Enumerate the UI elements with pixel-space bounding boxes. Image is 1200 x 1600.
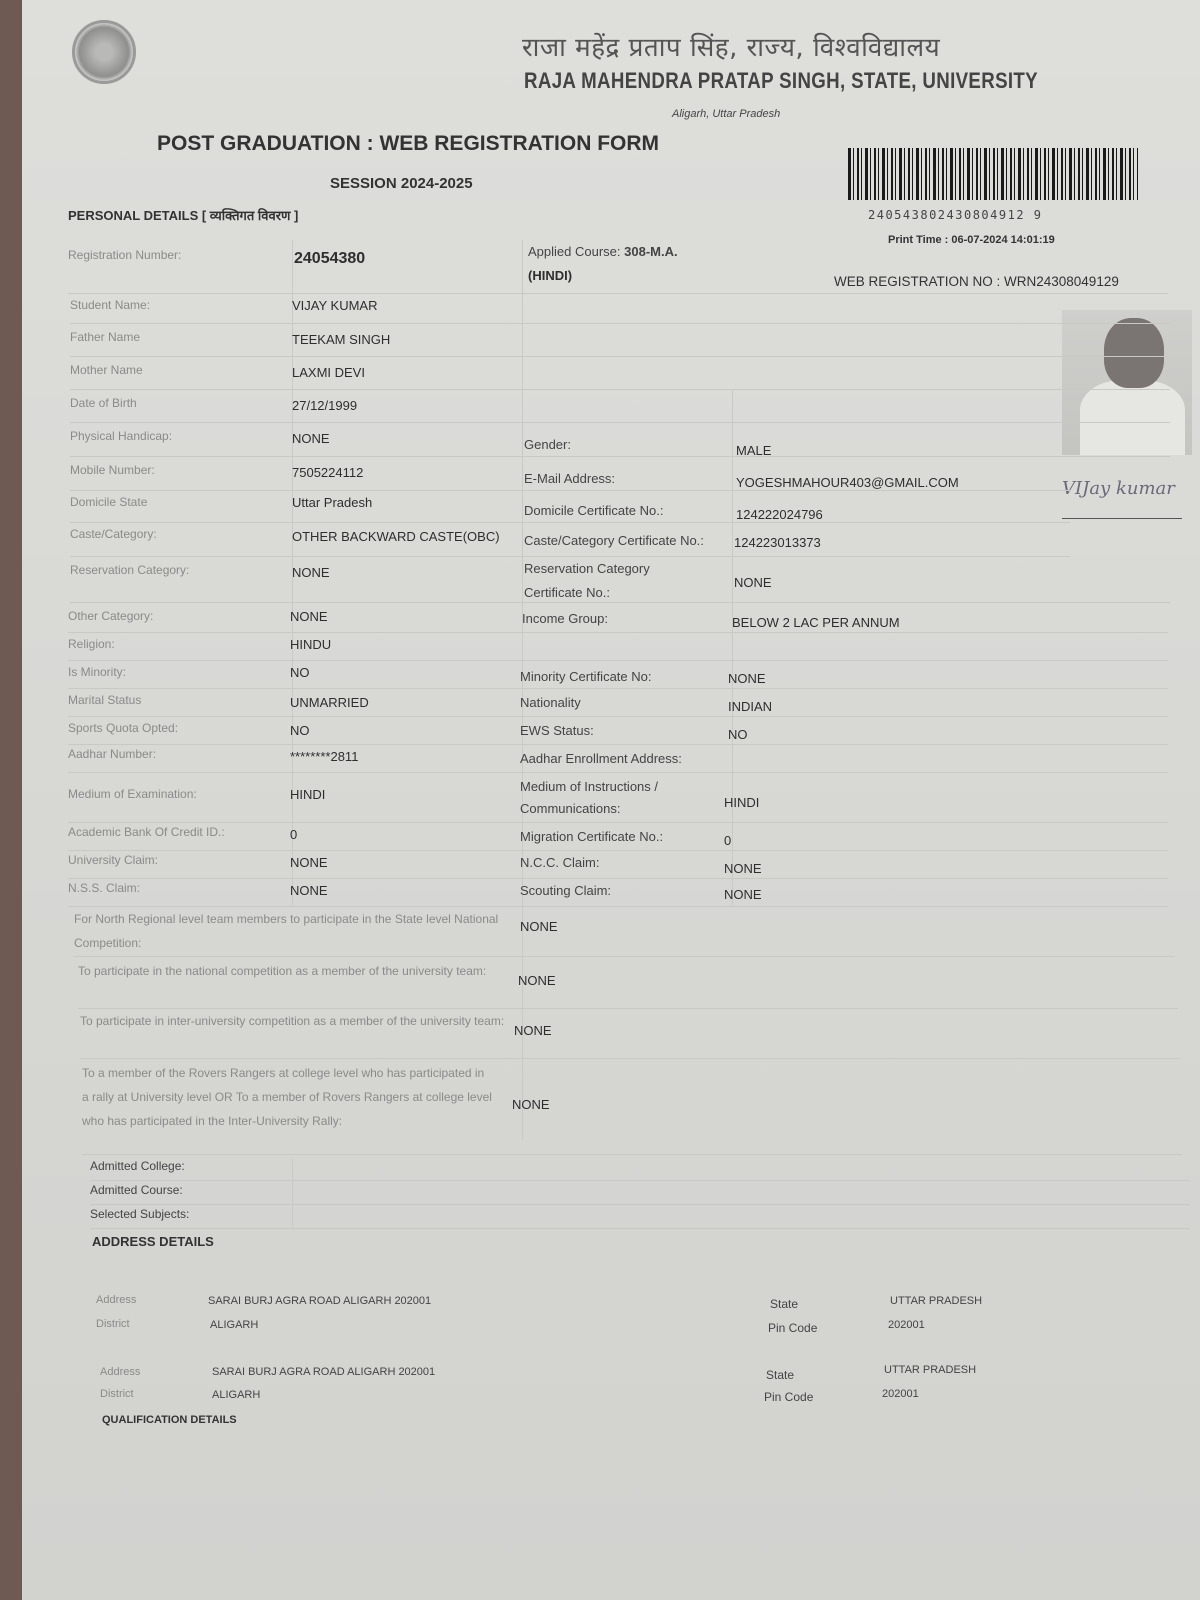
pin-code-value: 202001 — [882, 1388, 919, 1400]
caste-value: OTHER BACKWARD CASTE(OBC) — [292, 529, 500, 544]
rovers-rangers-label: To a member of the Rovers Rangers at college level who has participated in a rally at University level OR To a member of Rovers Rangers at college level who has participated in the Inter-University Rally: — [82, 1066, 492, 1128]
minority-value: NO — [290, 665, 310, 680]
gender-label: Gender: — [524, 437, 571, 452]
applied-course-value-2: (HINDI) — [528, 268, 573, 283]
form-title: POST GRADUATION : WEB REGISTRATION FORM — [157, 132, 660, 155]
income-group-value: BELOW 2 LAC PER ANNUM — [732, 615, 900, 630]
dob-label: Date of Birth — [70, 396, 137, 410]
district-label: District — [96, 1318, 130, 1330]
reservation-cert-label-2: Certificate No.: — [524, 585, 610, 600]
north-regional-label: For North Regional level team members to participate in the State level National Competition: — [74, 912, 499, 950]
migration-label: Migration Certificate No.: — [520, 829, 664, 844]
domicile-state-label: Domicile State — [70, 495, 148, 509]
university-location: Aligarh, Uttar Pradesh — [672, 108, 781, 120]
column-divider — [292, 1157, 293, 1229]
income-group-label: Income Group: — [522, 611, 608, 626]
session-label: SESSION 2024-2025 — [330, 175, 473, 192]
nss-value: NONE — [290, 883, 328, 898]
applied-course-label — [528, 244, 678, 259]
barcode-number: 240543802430804912 9 — [868, 208, 1043, 222]
registration-number-value: 24054380 — [294, 250, 366, 267]
university-name-english: RAJA MAHENDRA PRATAP SINGH, STATE, UNIVERSITY — [524, 68, 1039, 93]
mobile-value: 7505224112 — [292, 465, 364, 480]
north-regional-row — [74, 907, 1174, 957]
selected-subjects-label: Selected Subjects: — [90, 1207, 190, 1221]
father-name-label: Father Name — [70, 330, 141, 344]
minority-cert-label: Minority Certificate No: — [520, 669, 652, 684]
registration-row — [68, 244, 1168, 294]
caste-label: Caste/Category: — [70, 527, 157, 541]
domicile-state-value: Uttar Pradesh — [292, 495, 373, 510]
mobile-row — [70, 457, 1070, 491]
domicile-row — [70, 491, 1070, 523]
admitted-college-label: Admitted College: — [90, 1159, 185, 1173]
registration-form-paper — [22, 0, 1200, 1600]
father-name-value: TEEKAM SINGH — [292, 332, 391, 347]
abc-row — [68, 823, 1168, 851]
marital-row — [68, 689, 1168, 717]
email-value: YOGESHMAHOUR403@GMAIL.COM — [736, 475, 959, 490]
selected-subjects-row — [90, 1205, 1190, 1229]
other-category-value: NONE — [290, 609, 328, 624]
university-header — [22, 0, 1200, 120]
barcode-icon — [848, 148, 1138, 200]
medium-instructions-value: HINDI — [724, 795, 760, 810]
religion-value: HINDU — [290, 637, 332, 652]
sports-quota-label: Sports Quota Opted: — [68, 721, 179, 735]
rovers-rangers-value: NONE — [512, 1097, 550, 1112]
student-signature — [1062, 478, 1182, 526]
pin-code-label: Pin Code — [764, 1390, 814, 1404]
minority-row — [68, 661, 1168, 689]
abc-label: Academic Bank Of Credit ID.: — [68, 825, 225, 839]
state-value: UTTAR PRADESH — [890, 1295, 983, 1307]
father-name-row — [70, 324, 1170, 357]
other-category-label: Other Category: — [68, 609, 154, 623]
qualification-details-heading: QUALIFICATION DETAILS — [102, 1414, 237, 1426]
domicile-cert-label: Domicile Certificate No.: — [524, 503, 664, 518]
medium-row — [68, 773, 1168, 823]
caste-cert-label: Caste/Category Certificate No.: — [524, 533, 704, 548]
email-label: E-Mail Address: — [524, 471, 616, 486]
dob-row — [70, 390, 1170, 423]
marital-label: Marital Status — [68, 693, 142, 707]
district-value: ALIGARH — [212, 1389, 261, 1401]
rovers-rangers-row — [82, 1059, 1182, 1155]
scouting-value: NONE — [724, 887, 762, 902]
handicap-row — [70, 423, 1170, 457]
district-label: District — [100, 1388, 134, 1400]
admitted-course-label: Admitted Course: — [90, 1183, 183, 1197]
migration-value: 0 — [724, 833, 732, 848]
handicap-label: Physical Handicap: — [70, 429, 173, 443]
domicile-cert-value: 124222024796 — [736, 507, 823, 522]
aadhar-label: Aadhar Number: — [68, 747, 157, 761]
student-name-label: Student Name: — [70, 298, 151, 312]
medium-exam-value: HINDI — [290, 787, 326, 802]
mother-name-row — [70, 357, 1170, 390]
ncc-label: N.C.C. Claim: — [520, 855, 600, 870]
state-label: State — [766, 1368, 795, 1382]
national-competition-label: To participate in the national competition as a member of the university team: — [78, 964, 487, 978]
registration-number-label: Registration Number: — [68, 248, 182, 262]
reservation-cert-label-1: Reservation Category — [524, 561, 650, 576]
marital-value: UNMARRIED — [290, 695, 369, 710]
abc-value: 0 — [290, 827, 298, 842]
minority-label: Is Minority: — [68, 665, 127, 679]
address-value: SARAI BURJ AGRA ROAD ALIGARH 202001 — [208, 1295, 432, 1307]
caste-cert-value: 124223013373 — [734, 535, 821, 550]
state-label: State — [770, 1297, 799, 1311]
aadhar-value: ********2811 — [290, 749, 359, 764]
university-claim-label: University Claim: — [68, 853, 159, 867]
signature-text: VIJay kumar — [1062, 478, 1175, 499]
gender-value: MALE — [736, 443, 772, 458]
nationality-label: Nationality — [520, 695, 581, 710]
pin-code-label: Pin Code — [768, 1321, 818, 1335]
inter-university-row — [80, 1009, 1180, 1059]
applied-course-value: 308-M.A. — [624, 244, 678, 259]
mother-name-value: LAXMI DEVI — [292, 365, 365, 380]
nationality-value: INDIAN — [728, 699, 773, 714]
pin-code-value: 202001 — [888, 1319, 925, 1331]
student-name-value: VIJAY KUMAR — [292, 298, 378, 313]
national-competition-value: NONE — [518, 973, 556, 988]
reservation-cert-value: NONE — [734, 575, 772, 590]
religion-label: Religion: — [68, 637, 115, 651]
university-claim-row — [68, 851, 1168, 879]
personal-details-heading: PERSONAL DETAILS [ व्यक्तिगत विवरण ] — [68, 208, 299, 223]
handicap-value: NONE — [292, 431, 330, 446]
district-value: ALIGARH — [210, 1319, 259, 1331]
caste-row — [70, 523, 1070, 557]
student-name-row — [70, 292, 1170, 324]
medium-exam-label: Medium of Examination: — [68, 787, 197, 801]
dob-value: 27/12/1999 — [292, 398, 358, 413]
aadhar-address-label: Aadhar Enrollment Address: — [520, 751, 682, 766]
minority-cert-value: NONE — [728, 671, 766, 686]
aadhar-row — [68, 745, 1168, 773]
admitted-college-row — [90, 1157, 1190, 1181]
address-label: Address — [100, 1366, 141, 1378]
national-competition-row — [78, 957, 1178, 1009]
medium-instructions-label-2: Communications: — [520, 801, 621, 816]
state-value: UTTAR PRADESH — [884, 1364, 977, 1376]
nss-label: N.S.S. Claim: — [68, 881, 141, 895]
scouting-label: Scouting Claim: — [520, 883, 612, 898]
inter-university-value: NONE — [514, 1023, 552, 1038]
reservation-value: NONE — [292, 565, 330, 580]
medium-instructions-label-1: Medium of Instructions / — [520, 779, 658, 794]
mother-name-label: Mother Name — [70, 363, 143, 377]
web-registration-number: WEB REGISTRATION NO : WRN24308049129 — [834, 274, 1119, 289]
inter-university-label: To participate in inter-university competition as a member of the university team: — [80, 1014, 505, 1028]
applied-course-label-text: Applied Course: — [528, 244, 621, 259]
north-regional-value: NONE — [520, 919, 558, 934]
university-name-hindi: राजा महेंद्र प्रताप सिंह, राज्य, विश्वविद्यालय — [522, 33, 941, 63]
print-time: Print Time : 06-07-2024 14:01:19 — [888, 234, 1055, 246]
reservation-label: Reservation Category: — [70, 563, 190, 577]
nss-row — [68, 879, 1168, 907]
ncc-value: NONE — [724, 861, 762, 876]
address-details-heading: ADDRESS DETAILS — [92, 1234, 214, 1249]
address-value: SARAI BURJ AGRA ROAD ALIGARH 202001 — [212, 1366, 436, 1378]
ews-label: EWS Status: — [520, 723, 594, 738]
sports-row — [68, 717, 1168, 745]
admitted-course-row — [90, 1181, 1190, 1205]
address-label: Address — [96, 1294, 137, 1306]
religion-row — [68, 633, 1168, 661]
ews-value: NO — [728, 727, 748, 742]
reservation-row — [70, 557, 1170, 603]
university-logo-icon — [72, 20, 136, 84]
university-claim-value: NONE — [290, 855, 328, 870]
other-category-row — [68, 603, 1168, 633]
mobile-label: Mobile Number: — [70, 463, 155, 477]
sports-quota-value: NO — [290, 723, 310, 738]
